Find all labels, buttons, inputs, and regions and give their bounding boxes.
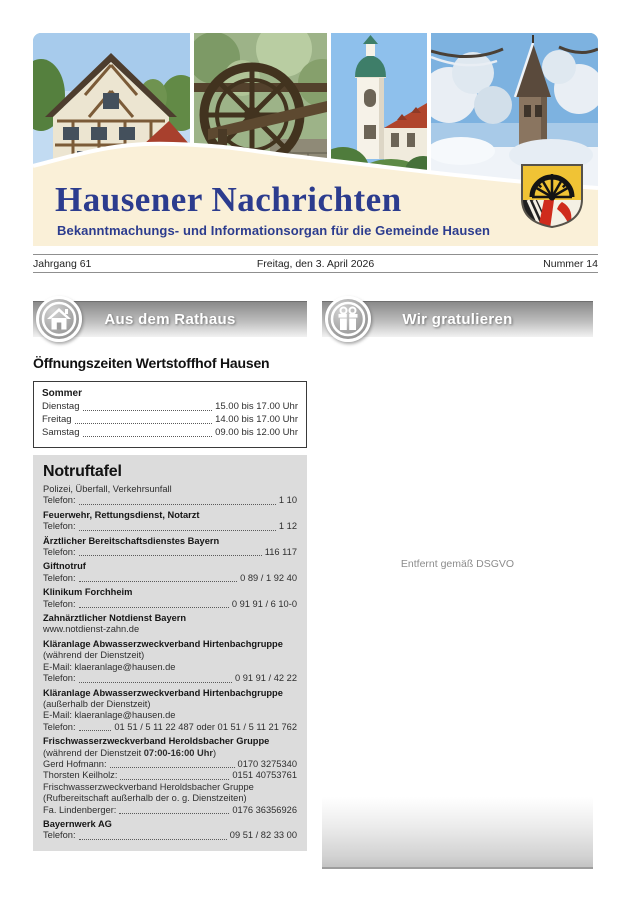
entry-text: Polizei, Überfall, Verkehrsunfall <box>43 484 172 494</box>
hausen-coat-of-arms-icon <box>520 163 584 229</box>
dot-leader <box>83 410 213 411</box>
dot-leader <box>79 839 227 840</box>
phone-row: Telefon: 09 51 / 82 33 00 <box>43 830 297 841</box>
dot-leader <box>119 813 229 814</box>
entry-text: E-Mail: klaeranlage@hausen.de <box>43 710 176 721</box>
issue-date: Freitag, den 3. April 2026 <box>256 258 375 270</box>
notruftafel-entry <box>43 587 297 610</box>
dot-leader <box>79 730 112 731</box>
phone-row: Thorsten Keilholz: 0151 40753761 <box>43 770 297 781</box>
entry-title: Kläranlage Abwasserzweckverband Hirtenbachgruppe <box>43 687 283 698</box>
opening-hours-box-title: Sommer <box>42 388 83 399</box>
privacy-redaction-note: Entfernt gemäß DSGVO <box>400 558 515 570</box>
entry-title: Giftnotruf <box>43 561 86 572</box>
phone-row: Telefon: 0 91 91 / 6 10-0 <box>43 598 297 609</box>
dot-leader <box>79 530 276 531</box>
entry-title: Bayernwerk AG <box>43 818 112 829</box>
redacted-image-area <box>322 797 593 869</box>
phone-row: Telefon: 116 117 <box>43 547 297 558</box>
dot-leader <box>79 555 262 556</box>
phone-row: Telefon: 01 51 / 5 11 22 487 oder 01 51 / 5 11 21 762 <box>43 721 297 732</box>
entry-text: (während der Dienstzeit) <box>43 650 145 661</box>
notruftafel-entry <box>43 736 297 816</box>
notruftafel-entry <box>43 484 297 507</box>
entry-text: (Rufbereitschaft außerhalb der o. g. Dienstzeiten) <box>43 793 247 804</box>
opening-hours-box <box>33 381 307 448</box>
dot-leader <box>83 436 213 437</box>
phone-row: Telefon: 0 91 91 / 42 22 <box>43 673 297 684</box>
phone-row: Gerd Hofmann: 0170 3275340 <box>43 758 297 769</box>
entry-text: www.notdienst-zahn.de <box>43 624 140 635</box>
entry-title: Frischwasserzweckverband Heroldsbacher Gruppe <box>43 736 270 747</box>
entry-text: Frischwasserzweckverband Heroldsbacher Gruppe <box>43 781 254 792</box>
entry-title: Kläranlage Abwasserzweckverband Hirtenbachgruppe <box>43 638 283 649</box>
entry-text: (während der Dienstzeit 07:00-16:00 Uhr) <box>43 747 217 758</box>
notruftafel-entry <box>43 819 297 842</box>
gift-icon <box>325 296 371 342</box>
dot-leader <box>79 581 238 582</box>
entry-text: (außerhalb der Dienstzeit) <box>43 698 151 709</box>
issue-number: Nummer 14 <box>543 258 598 270</box>
phone-row: Telefon: 1 10 <box>43 495 297 506</box>
notruftafel-entry <box>43 536 297 559</box>
issue-volume: Jahrgang 61 <box>33 258 92 270</box>
entry-title: Zahnärztlicher Notdienst Bayern <box>43 613 187 624</box>
section-banner-rathaus-label: Aus dem Rathaus <box>104 311 236 328</box>
notruftafel-entry <box>43 688 297 734</box>
entry-title: Ärztlicher Bereitschaftsdienstes Bayern <box>43 535 220 546</box>
dot-leader <box>79 607 229 608</box>
notruftafel-entry <box>43 613 297 636</box>
notruftafel-entry <box>43 561 297 584</box>
entry-title: Feuerwehr, Rettungsdienst, Notarzt <box>43 509 200 520</box>
dot-leader <box>79 504 276 505</box>
entry-title: Klinikum Forchheim <box>43 587 133 598</box>
dot-leader <box>120 779 229 780</box>
section-banner-rathaus <box>33 301 307 337</box>
home-icon <box>36 296 82 342</box>
notruftafel-panel <box>33 455 307 851</box>
newsletter-title: Hausener Nachrichten <box>55 180 402 219</box>
dot-leader <box>79 682 232 683</box>
dot-leader <box>110 767 235 768</box>
section-banner-gratulieren-label: Wir gratulieren <box>402 311 513 328</box>
opening-hours-row: Freitag 14.00 bis 17.00 Uhr <box>42 414 298 426</box>
phone-row: Telefon: 0 89 / 1 92 40 <box>43 572 297 583</box>
issue-info-bar <box>33 254 598 273</box>
notruftafel-entry <box>43 639 297 685</box>
notruftafel-heading: Notruftafel <box>43 463 122 480</box>
section-banner-gratulieren <box>322 301 593 337</box>
entry-text: E-Mail: klaeranlage@hausen.de <box>43 661 176 672</box>
phone-row: Fa. Lindenberger: 0176 36356926 <box>43 804 297 815</box>
phone-row: Telefon: 1 12 <box>43 521 297 532</box>
opening-hours-heading: Öffnungszeiten Wertstoffhof Hausen <box>33 355 270 371</box>
newsletter-subtitle: Bekanntmachungs- und Informationsorgan für die Gemeinde Hausen <box>57 223 491 238</box>
opening-hours-row: Dienstag 15.00 bis 17.00 Uhr <box>42 401 298 412</box>
notruftafel-entry <box>43 510 297 533</box>
opening-hours-row: Samstag 09.00 bis 12.00 Uhr <box>42 427 298 439</box>
dot-leader <box>75 423 213 424</box>
